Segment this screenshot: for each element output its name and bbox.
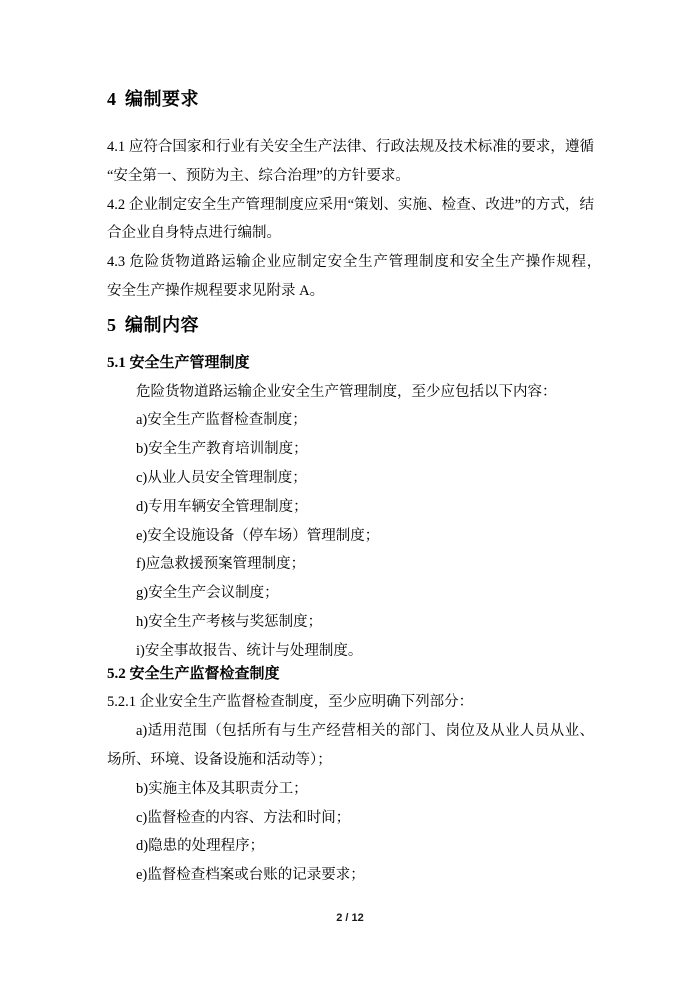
list-item: d)隐患的处理程序； <box>136 838 265 855</box>
list-item: b)安全生产教育培训制度； <box>136 441 308 458</box>
paragraph-4-2: 4.2 企业制定安全生产管理制度应采用“策划、实施、检查、改进”的方式，结合企业自身特点进行编制。 <box>107 196 594 242</box>
section-title: 编制内容 <box>125 314 199 335</box>
list-item: g)安全生产会议制度； <box>136 585 279 602</box>
page-number: 2 / 12 <box>336 912 364 924</box>
list-item: f)应急救援预案管理制度； <box>136 556 306 573</box>
list-item: d)专用车辆安全管理制度； <box>136 498 308 515</box>
paragraph-4-1: 4.1 应符合国家和行业有关安全生产法律、行政法规及技术标准的要求，遵循“安全第一、预防为主、综合治理”的方针要求。 <box>107 139 594 184</box>
list-item: c)监督检查的内容、方法和时间； <box>136 809 351 826</box>
list-item-paragraph-5-2-1-a: a)适用范围（包括所有与生产经营相关的部门、岗位及从业人员从业、场所、环境、设备设施和活动等）； <box>107 723 594 768</box>
list-item: b)实施主体及其职责分工； <box>136 780 308 797</box>
list-item: i)安全事故报告、统计与处理制度。 <box>136 642 363 659</box>
section-number: 4 <box>107 89 116 109</box>
section-title: 编制要求 <box>125 89 199 109</box>
list-item: h)安全生产考核与奖惩制度； <box>136 613 323 630</box>
paragraph-4-3: 4.3 危险货物道路运输企业应制定安全生产管理制度和安全生产操作规程， 安全生产操作规程要求见附录 A。 <box>107 254 609 299</box>
paragraph-5-2-1: 5.2.1 企业安全生产监督检查制度，至少应明确下列部分： <box>107 694 474 711</box>
subsection-heading-5-1: 5.1 安全生产管理制度 <box>107 354 250 371</box>
list-item: c)从业人员安全管理制度； <box>136 469 307 486</box>
subsection-heading-5-2: 5.2 安全生产监督检查制度 <box>107 665 280 682</box>
list-item: a)安全生产监督检查制度； <box>136 412 307 429</box>
section-heading-4 <box>107 86 594 112</box>
list-item: e)监督检查档案或台账的记录要求； <box>136 867 365 884</box>
page-footer <box>0 910 700 926</box>
section-heading-5 <box>107 312 594 338</box>
list-item: e)安全设施设备（停车场）管理制度； <box>136 527 380 544</box>
section-number: 5 <box>107 314 116 335</box>
intro-paragraph-5-1: 危险货物道路运输企业安全生产管理制度，至少应包括以下内容： <box>136 383 557 400</box>
